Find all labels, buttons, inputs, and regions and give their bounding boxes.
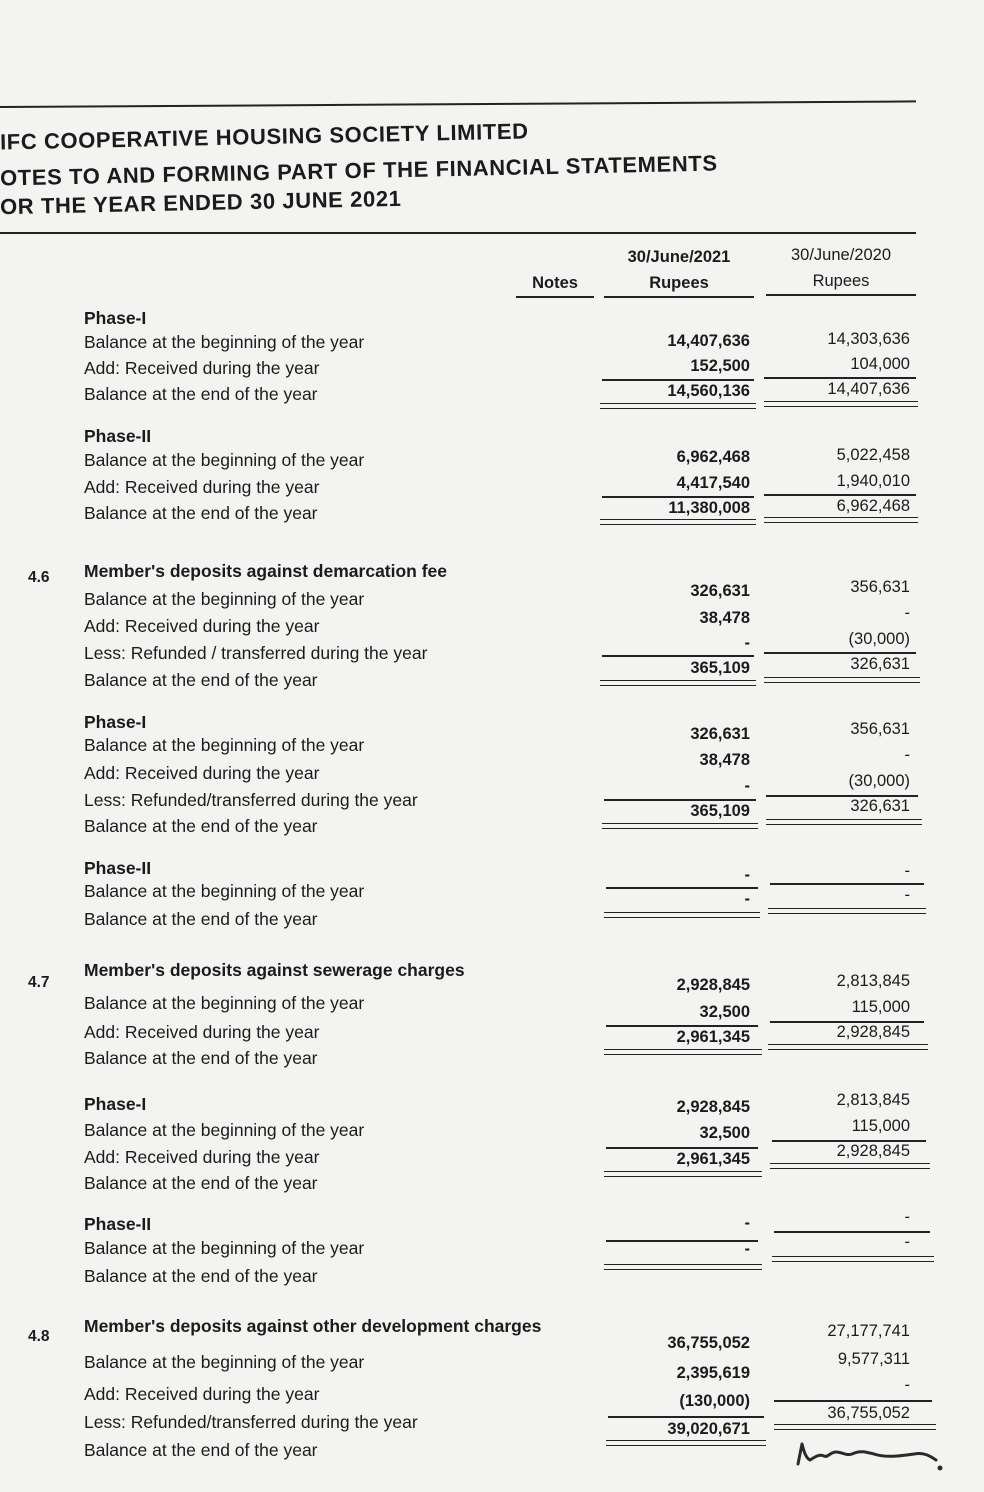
row-label: Add: Received during the year [84,1147,320,1167]
row-label: Balance at the beginning of the year [84,1120,365,1140]
total-double-rule [764,517,918,523]
row-label: Less: Refunded / transferred during the year [84,643,428,663]
prior-total: 36,755,052 [827,1404,910,1422]
prior-value: (30,000) [848,772,910,790]
row-label: Add: Received during the year [84,477,320,497]
prior-value: (30,000) [848,630,910,648]
row-label: Balance at the beginning of the year [84,993,365,1013]
row-label: Balance at the end of the year [84,503,318,523]
prior-value: 104,000 [850,355,910,373]
current-value: - [744,777,750,795]
prior-value: - [904,1208,910,1226]
prior-value: 27,177,741 [827,1322,910,1340]
prior-value: 356,631 [850,578,910,596]
subtotal-rule [602,655,754,657]
section-title: Phase-I [84,712,147,732]
note-number: 4.6 [28,569,50,586]
note-number: 4.7 [28,974,50,991]
row-label: Add: Received during the year [84,358,320,378]
subtotal-rule [764,494,916,496]
total-double-rule [768,1044,928,1050]
prior-header-underline [766,294,916,296]
subtotal-rule [606,887,758,889]
current-value: 2,928,845 [676,976,750,994]
subtotal-rule [764,652,916,654]
company-name: IFC COOPERATIVE HOUSING SOCIETY LIMITED [0,118,529,155]
prior-total: 2,928,845 [836,1142,910,1160]
row-label: Balance at the end of the year [84,909,318,929]
current-total: 11,380,008 [668,499,750,517]
header-bottom-rule [0,232,916,234]
subtotal-rule [602,496,754,498]
row-label: Less: Refunded/transferred during the year [84,1412,418,1432]
current-total: 39,020,671 [667,1420,750,1438]
current-value: 152,500 [690,357,750,375]
section-title: Member's deposits against other development charges [84,1316,542,1336]
current-value: 2,395,619 [676,1364,750,1382]
row-label: Balance at the end of the year [84,1048,318,1068]
prior-value: 115,000 [851,998,910,1016]
total-double-rule [600,403,756,409]
current-value: - [744,1214,750,1232]
prior-value: - [904,1233,910,1251]
subtotal-rule [606,1025,758,1027]
current-total: 365,109 [690,659,750,677]
prior-total: 2,928,845 [836,1023,910,1041]
prior-year-date-header: 30/June/2020 [790,246,891,264]
row-label: Balance at the beginning of the year [84,735,365,755]
handwritten-initials-signature [790,1430,950,1480]
section-title: Phase-II [84,1214,152,1234]
total-double-rule [766,819,922,825]
current-value: - [744,890,750,908]
section-title: Phase-I [84,1094,147,1114]
prior-total: 326,631 [850,797,910,815]
section-title: Member's deposits against demarcation fee [84,561,448,581]
row-label: Balance at the end of the year [84,384,318,404]
row-label: Balance at the beginning of the year [84,1352,365,1372]
total-double-rule [768,908,926,914]
row-label: Add: Received during the year [84,1022,320,1042]
total-double-rule [604,1264,762,1270]
total-double-rule [604,912,760,918]
note-number: 4.8 [28,1328,50,1345]
current-value: 38,478 [699,609,750,627]
current-total: 2,961,345 [676,1150,750,1168]
prior-value: - [904,604,910,622]
section-title: Member's deposits against sewerage charges [84,960,465,980]
current-year-unit-header: Rupees [649,274,709,292]
row-label: Balance at the beginning of the year [84,332,365,352]
row-label: Add: Received during the year [84,763,320,783]
document-title: OTES TO AND FORMING PART OF THE FINANCIAL STATEMENTS [0,150,718,191]
current-value: 32,500 [699,1003,750,1021]
row-label: Less: Refunded/transferred during the year [84,790,418,810]
current-total: 2,961,345 [676,1028,750,1046]
subtotal-rule [764,377,916,379]
current-value: 36,755,052 [667,1334,750,1352]
prior-total: 326,631 [850,655,910,673]
current-total: 14,560,136 [667,382,750,400]
row-label: Balance at the end of the year [84,1266,318,1286]
total-double-rule [600,680,756,686]
subtotal-rule [604,799,756,801]
row-label: Balance at the beginning of the year [84,1238,365,1258]
header-top-rule [0,100,916,108]
current-value: 38,478 [699,751,750,769]
prior-value: - [904,746,910,764]
current-value: - [744,866,750,884]
total-double-rule [604,1049,762,1055]
total-double-rule [764,401,918,407]
prior-value: 356,631 [850,720,910,738]
prior-total: 14,407,636 [827,380,910,398]
current-value: 32,500 [699,1124,750,1142]
row-label: Add: Received during the year [84,616,320,636]
row-label: Balance at the beginning of the year [84,450,365,470]
row-label: Balance at the end of the year [84,670,318,690]
subtotal-rule [774,1400,932,1402]
total-double-rule [606,1440,766,1446]
current-value: 326,631 [690,582,750,600]
total-double-rule [602,823,758,829]
prior-value: 115,000 [851,1117,910,1135]
section-title: Phase-I [84,308,147,328]
row-label: Balance at the beginning of the year [84,881,365,901]
subtotal-rule [608,1416,764,1418]
prior-value: 5,022,458 [836,446,910,464]
row-label: Add: Received during the year [84,1384,320,1404]
row-label: Balance at the end of the year [84,816,318,836]
current-header-underline [604,296,754,298]
current-value: (130,000) [679,1392,750,1410]
current-value: 2,928,845 [676,1098,750,1116]
total-double-rule [604,1171,762,1177]
row-label: Balance at the end of the year [84,1440,318,1460]
period-title: OR THE YEAR ENDED 30 JUNE 2021 [0,185,402,220]
notes-header-underline [516,296,594,298]
prior-total: 6,962,468 [836,497,910,515]
current-value: 326,631 [690,725,750,743]
prior-value: - [904,1376,910,1394]
notes-column-header: Notes [532,274,578,292]
total-double-rule [764,677,920,683]
prior-value: 14,303,636 [827,330,910,348]
current-value: 4,417,540 [676,474,750,492]
prior-value: 9,577,311 [837,1350,910,1368]
subtotal-rule [606,1147,758,1149]
current-value: - [744,1240,750,1258]
total-double-rule [770,1163,930,1169]
current-value: 6,962,468 [676,448,750,466]
current-total: 365,109 [690,802,750,820]
section-title: Phase-II [84,858,152,878]
section-title: Phase-II [84,426,152,446]
prior-value: 1,940,010 [836,472,910,490]
prior-value: 2,813,845 [836,972,910,990]
prior-value: - [904,862,910,880]
current-value: 14,407,636 [667,332,750,350]
total-double-rule [772,1256,934,1262]
row-label: Balance at the beginning of the year [84,589,365,609]
total-double-rule [600,519,756,525]
current-value: - [744,634,750,652]
subtotal-rule [602,379,754,381]
prior-value: 2,813,845 [836,1091,910,1109]
subtotal-rule [770,883,924,885]
current-year-date-header: 30/June/2021 [627,248,731,266]
prior-year-unit-header: Rupees [812,272,870,290]
row-label: Balance at the end of the year [84,1173,318,1193]
prior-value: - [904,886,910,904]
